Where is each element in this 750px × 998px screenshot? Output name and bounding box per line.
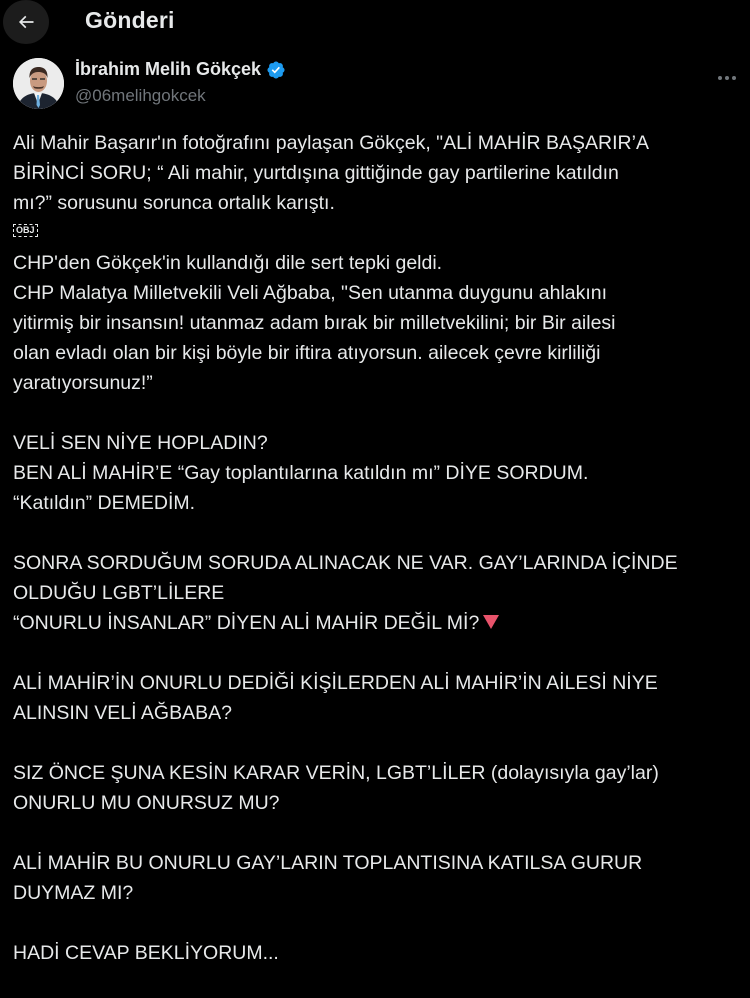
text-line-with-emoji xyxy=(13,608,738,638)
author-handle[interactable]: @06melihgokcek xyxy=(75,86,206,105)
text-line: SIZ ÖNCE ŞUNA KESİN KARAR VERİN, LGBT’LİLER (dolayısıyla gay’lar) xyxy=(13,762,659,784)
more-horizontal-icon xyxy=(732,76,736,80)
page-title: Gönderi xyxy=(85,7,175,33)
text-line: VELİ SEN NİYE HOPLADIN? xyxy=(13,432,268,454)
text-line: OLDUĞU LGBT’LİLERE xyxy=(13,582,225,604)
author-name-row xyxy=(75,59,286,80)
author-row xyxy=(0,56,750,112)
text-line: ALİ MAHİR BU ONURLU GAY’LARIN TOPLANTISINA KATILSA GURUR xyxy=(13,852,643,874)
verified-badge-icon[interactable] xyxy=(266,60,286,80)
top-bar xyxy=(0,0,750,46)
paragraph-gap xyxy=(13,908,738,938)
more-options-button[interactable] xyxy=(712,68,742,88)
paragraph-gap xyxy=(13,398,738,428)
paragraph-gap xyxy=(13,638,738,668)
more-horizontal-icon xyxy=(725,76,729,80)
paragraph-gap xyxy=(13,518,738,548)
avatar-photo xyxy=(13,58,64,109)
avatar[interactable] xyxy=(13,58,64,109)
text-line: ALİ MAHİR’İN ONURLU DEDİĞİ KİŞİLERDEN ALİ MAHİR’İN AİLESİ NİYE xyxy=(13,672,658,694)
text-line: BİRİNCİ SORU; “ Ali mahir, yurtdışına gittiğinde gay partilerine katıldın xyxy=(13,162,619,184)
back-button[interactable] xyxy=(3,0,49,44)
tweet-text xyxy=(13,128,738,968)
paragraph-gap xyxy=(13,728,738,758)
text-line: yitirmiş bir insansın! utanmaz adam bırak bir milletvekilini; bir Bir ailesi xyxy=(13,312,616,334)
text-line: DUYMAZ MI? xyxy=(13,882,134,904)
obj-line xyxy=(13,218,738,248)
text-line: HADİ CEVAP BEKLİYORUM... xyxy=(13,942,279,964)
text-line: BEN ALİ MAHİR’E “Gay toplantılarına katıldın mı” DİYE SORDUM. xyxy=(13,462,589,484)
text-line: CHP'den Gökçek'in kullandığı dile sert tepki geldi. xyxy=(13,252,443,274)
text-line: olan evladı olan bir kişi böyle bir iftira atıyorsun. ailecek çevre kirliliği xyxy=(13,342,601,364)
text-line: mı?” sorusunu sorunca ortalık karıştı. xyxy=(13,192,335,214)
text-line: Ali Mahir Başarır'ın fotoğrafını paylaşan Gökçek, "ALİ MAHİR BAŞARIR’A xyxy=(13,132,649,154)
text-line: CHP Malatya Milletvekili Veli Ağbaba, "Sen utanma duygunu ahlakını xyxy=(13,282,608,304)
text-line: SONRA SORDUĞUM SORUDA ALINACAK NE VAR. GAY’LARINDA İÇİNDE xyxy=(13,552,678,574)
text-line: ALINSIN VELİ AĞBABA? xyxy=(13,702,232,724)
obj-placeholder-icon: OBJ xyxy=(13,224,38,237)
paragraph-gap xyxy=(13,818,738,848)
author-name[interactable]: İbrahim Melih Gökçek xyxy=(75,59,262,79)
red-triangle-down-icon xyxy=(483,615,499,629)
text-line: ONURLU MU ONURSUZ MU? xyxy=(13,792,280,814)
text-line: “ONURLU İNSANLAR” DİYEN ALİ MAHİR DEĞİL Mİ? xyxy=(13,612,480,634)
arrow-left-icon xyxy=(16,12,36,32)
text-line: yaratıyorsunuz!” xyxy=(13,372,153,394)
text-line: “Katıldın” DEMEDİM. xyxy=(13,492,196,514)
more-horizontal-icon xyxy=(718,76,722,80)
